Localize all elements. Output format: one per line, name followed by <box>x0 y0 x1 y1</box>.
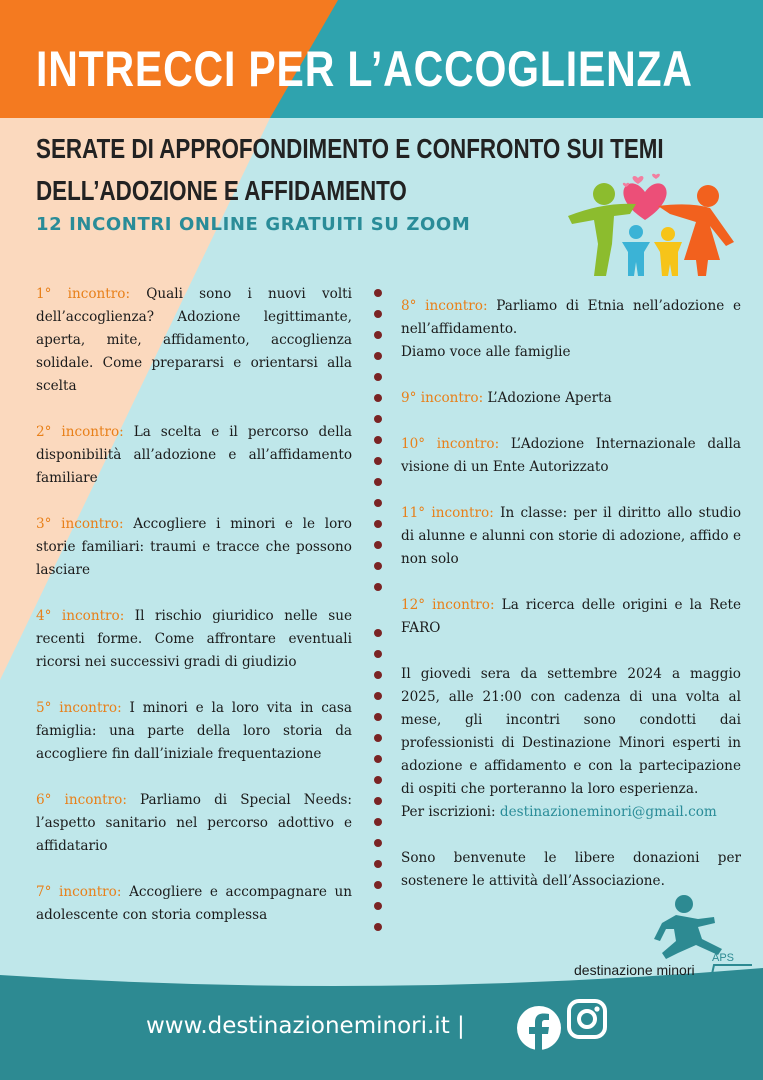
dotted-divider <box>371 287 385 947</box>
meeting-number: 9° incontro: <box>401 390 484 406</box>
meeting-topic: In classe: per il diritto allo studio di alunne e alunni con storie di adozione, affido e non solo <box>401 505 742 567</box>
meeting-number: 11° incontro: <box>401 505 494 521</box>
logo-tag: APS <box>712 952 735 964</box>
meeting-topic-extra: Diamo voce alle famiglie <box>401 344 571 360</box>
meeting-entry-9 <box>401 387 741 410</box>
meeting-topic: Parliamo di Special Needs: l’aspetto sanitario nel percorso adottivo e affidatario <box>36 792 352 854</box>
meeting-topic: Parliamo di Etnia nell’adozione e nell’affidamento. <box>401 298 741 337</box>
meeting-topic: Accogliere e accompagnare un adolescente con storia complessa <box>36 884 352 923</box>
meeting-number: 1° incontro: <box>36 286 131 302</box>
meeting-topic: L’Adozione Aperta <box>483 390 612 406</box>
instagram-icon[interactable] <box>566 998 608 1040</box>
meeting-topic: Il rischio giuridico nelle sue recenti forme. Come affrontare eventuali ricorsi nei successivi gradi di giudizio <box>36 608 352 670</box>
family-illustration <box>560 172 740 282</box>
online-meetings-label: 12 INCONTRI ONLINE GRATUITI SU ZOOM <box>36 214 471 235</box>
logo-name: destinazione minori <box>574 962 695 978</box>
subtitle-line-1: SERATE DI APPROFONDIMENTO E CONFRONTO SUI TEMI <box>36 133 664 164</box>
meeting-topic: La ricerca delle origini e la Rete FARO <box>401 597 742 636</box>
meeting-number: 10° incontro: <box>401 436 500 452</box>
website-link[interactable]: www.destinazioneminori.it | <box>146 1013 465 1039</box>
small-heart-icon <box>633 176 644 184</box>
small-heart-icon <box>652 174 660 179</box>
meeting-topic: I minori e la loro vita in casa famiglia: una parte della loro storia da accogliere fin dall’iniziale frequentazione <box>36 700 352 762</box>
meeting-entry-6 <box>36 789 352 858</box>
meeting-number: 4° incontro: <box>36 608 125 624</box>
donations-note: Sono benvenute le libere donazioni per sostenere le attività dell’Associazione. <box>401 850 741 889</box>
meeting-entry-12 <box>401 594 741 640</box>
meeting-number: 7° incontro: <box>36 884 122 900</box>
meeting-entry-5 <box>36 697 352 766</box>
heart-icon <box>623 183 666 220</box>
meeting-topic: Accogliere i minori e le loro storie familiari: traumi e tracce che possono lasciare <box>36 516 352 578</box>
meeting-topic: Quali sono i nuovi volti dell’accoglienza? Adozione legittimante, aperta, mite, affidamento, accoglienza solidale. Come prepararsi e orientarsi alla scelta <box>36 286 352 394</box>
facebook-icon[interactable] <box>516 1004 562 1052</box>
meeting-number: 8° incontro: <box>401 298 488 314</box>
signup-label: Per iscrizioni: <box>401 804 500 820</box>
destinazione-minori-logo <box>572 893 756 990</box>
meeting-entry-8 <box>401 295 741 364</box>
meeting-number: 2° incontro: <box>36 424 124 440</box>
meeting-topic: L’Adozione Internazionale dalla visione di un Ente Autorizzato <box>401 436 741 475</box>
meeting-entry-1 <box>36 283 352 398</box>
meeting-entry-11 <box>401 502 741 571</box>
signup-email-link[interactable]: destinazioneminori@gmail.com <box>499 804 717 820</box>
meeting-entry-7 <box>36 881 352 927</box>
meeting-topic: La scelta e il percorso della disponibilità all’adozione e all’affidamento familiare <box>36 424 353 486</box>
meeting-entry-10 <box>401 433 741 479</box>
poster-title: INTRECCI PER L’ACCOGLIENZA <box>36 41 693 97</box>
meeting-entry-3 <box>36 513 352 582</box>
subtitle-line-2: DELL’ADOZIONE E AFFIDAMENTO <box>36 175 407 206</box>
meeting-number: 12° incontro: <box>401 597 495 613</box>
meeting-number: 5° incontro: <box>36 700 122 716</box>
meetings-column-left <box>36 283 352 927</box>
meeting-number: 6° incontro: <box>36 792 127 808</box>
schedule-info <box>401 663 741 824</box>
schedule-paragraph: Il giovedi sera da settembre 2024 a maggio 2025, alle 21:00 con cadenza di una volta al mese, gli incontri sono condotti dai professionisti di Destinazione Minori esperti in adozione e affidamento e con la partecipazione di ospiti che porteranno la loro esperienza. <box>401 666 741 797</box>
meeting-entry-2 <box>36 421 352 490</box>
meeting-number: 3° incontro: <box>36 516 124 532</box>
meetings-column-right <box>401 295 741 893</box>
meeting-entry-4 <box>36 605 352 674</box>
